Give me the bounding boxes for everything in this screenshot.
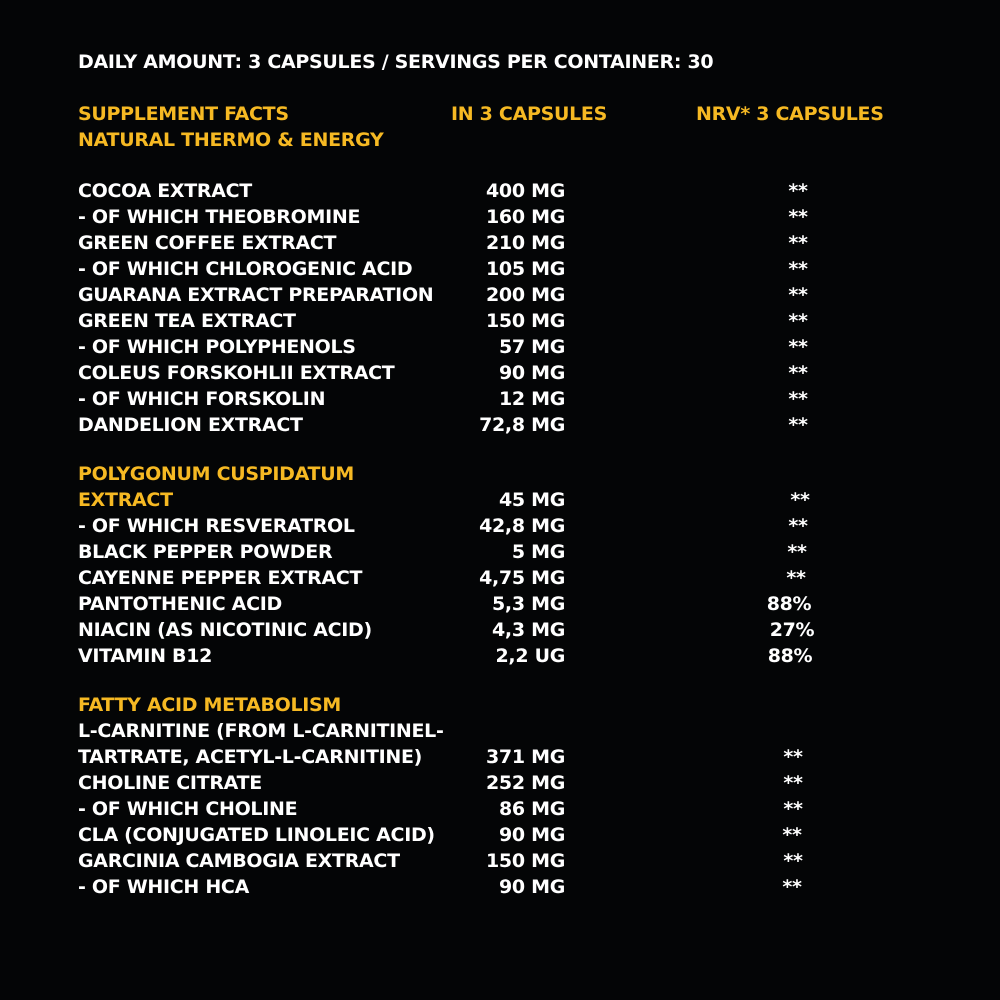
ingredient-nrv: ** [788, 232, 808, 254]
ingredient-name: COLEUS FORSKOHLII EXTRACT [78, 362, 395, 384]
carnitine-line-1: L-CARNITINE (FROM L-CARNITINEL- [78, 720, 444, 742]
ingredient-name: GREEN TEA EXTRACT [78, 310, 296, 332]
ingredient-nrv: ** [788, 284, 808, 306]
ingredient-amount: 5,3 MG [492, 593, 565, 615]
ingredient-name: - OF WHICH POLYPHENOLS [78, 336, 356, 358]
ingredient-amount: 150 MG [486, 850, 565, 872]
ingredient-name: - OF WHICH CHLOROGENIC ACID [78, 258, 413, 280]
ingredient-amount: 45 MG [498, 489, 565, 511]
ingredient-nrv: ** [788, 388, 808, 410]
ingredient-amount: 5 MG [511, 541, 565, 563]
ingredient-name: - OF WHICH CHOLINE [78, 798, 298, 820]
ingredient-amount: 4,3 MG [492, 619, 565, 641]
ingredient-name: GARCINIA CAMBOGIA EXTRACT [78, 850, 400, 872]
ingredient-nrv: ** [783, 746, 803, 768]
ingredient-nrv: ** [788, 310, 808, 332]
header-in-3-capsules: IN 3 CAPSULES [451, 103, 607, 125]
ingredient-amount: 90 MG [498, 362, 565, 384]
ingredient-name: COCOA EXTRACT [78, 180, 252, 202]
ingredient-nrv: ** [788, 258, 808, 280]
ingredient-name: - OF WHICH FORSKOLIN [78, 388, 326, 410]
ingredient-name: DANDELION EXTRACT [78, 414, 303, 436]
ingredient-amount: 90 MG [498, 876, 565, 898]
ingredient-amount: 400 MG [486, 180, 565, 202]
ingredient-nrv: ** [788, 515, 808, 537]
header-supplement-facts: SUPPLEMENT FACTS [78, 103, 289, 125]
ingredient-nrv: 88% [767, 645, 813, 667]
ingredient-name: - OF WHICH THEOBROMINE [78, 206, 361, 228]
ingredient-nrv: ** [788, 362, 808, 384]
section-title-thermo-energy: NATURAL THERMO & ENERGY [78, 129, 384, 151]
ingredient-name: CAYENNE PEPPER EXTRACT [78, 567, 363, 589]
ingredient-nrv: ** [787, 541, 807, 563]
ingredient-amount: 86 MG [498, 798, 565, 820]
ingredient-amount: 210 MG [486, 232, 565, 254]
ingredient-amount: 371 MG [486, 746, 565, 768]
ingredient-amount: 150 MG [486, 310, 565, 332]
ingredient-name: TARTRATE, ACETYL-L-CARNITINE) [78, 746, 423, 768]
ingredient-amount: 4,75 MG [479, 567, 565, 589]
ingredient-name: - OF WHICH RESVERATROL [78, 515, 355, 537]
ingredient-amount: 72,8 MG [479, 414, 565, 436]
ingredient-amount: 252 MG [486, 772, 565, 794]
section-title-fatty-acid: FATTY ACID METABOLISM [78, 694, 342, 716]
ingredient-amount: 200 MG [486, 284, 565, 306]
ingredient-amount: 105 MG [486, 258, 565, 280]
section-title-polygonum: POLYGONUM CUSPIDATUM [78, 463, 354, 485]
ingredient-nrv: ** [788, 206, 808, 228]
ingredient-name: GREEN COFFEE EXTRACT [78, 232, 337, 254]
ingredient-nrv: 88% [766, 593, 812, 615]
ingredient-name: EXTRACT [78, 489, 173, 511]
ingredient-nrv: ** [788, 414, 808, 436]
ingredient-amount: 160 MG [486, 206, 565, 228]
ingredient-nrv: ** [783, 798, 803, 820]
ingredient-name: CHOLINE CITRATE [78, 772, 262, 794]
ingredient-amount: 90 MG [498, 824, 565, 846]
ingredient-nrv: ** [782, 876, 802, 898]
ingredient-nrv: ** [786, 567, 806, 589]
ingredient-amount: 2,2 UG [495, 645, 565, 667]
ingredient-name: VITAMIN B12 [78, 645, 213, 667]
ingredient-amount: 57 MG [498, 336, 565, 358]
ingredient-name: NIACIN (AS NICOTINIC ACID) [78, 619, 372, 641]
daily-amount-line: DAILY AMOUNT: 3 CAPSULES / SERVINGS PER CONTAINER: 30 [78, 51, 714, 73]
ingredient-nrv: ** [782, 824, 802, 846]
ingredient-nrv: ** [783, 850, 803, 872]
ingredient-name: - OF WHICH HCA [78, 876, 249, 898]
ingredient-nrv: ** [788, 336, 808, 358]
header-nrv-3-capsules: NRV* 3 CAPSULES [696, 103, 884, 125]
ingredient-name: BLACK PEPPER POWDER [78, 541, 333, 563]
ingredient-name: GUARANA EXTRACT PREPARATION [78, 284, 434, 306]
ingredient-name: CLA (CONJUGATED LINOLEIC ACID) [78, 824, 435, 846]
ingredient-nrv: ** [790, 489, 810, 511]
ingredient-nrv: ** [783, 772, 803, 794]
ingredient-amount: 42,8 MG [479, 515, 565, 537]
ingredient-amount: 12 MG [498, 388, 565, 410]
ingredient-nrv: 27% [769, 619, 815, 641]
ingredient-nrv: ** [788, 180, 808, 202]
ingredient-name: PANTOTHENIC ACID [78, 593, 282, 615]
